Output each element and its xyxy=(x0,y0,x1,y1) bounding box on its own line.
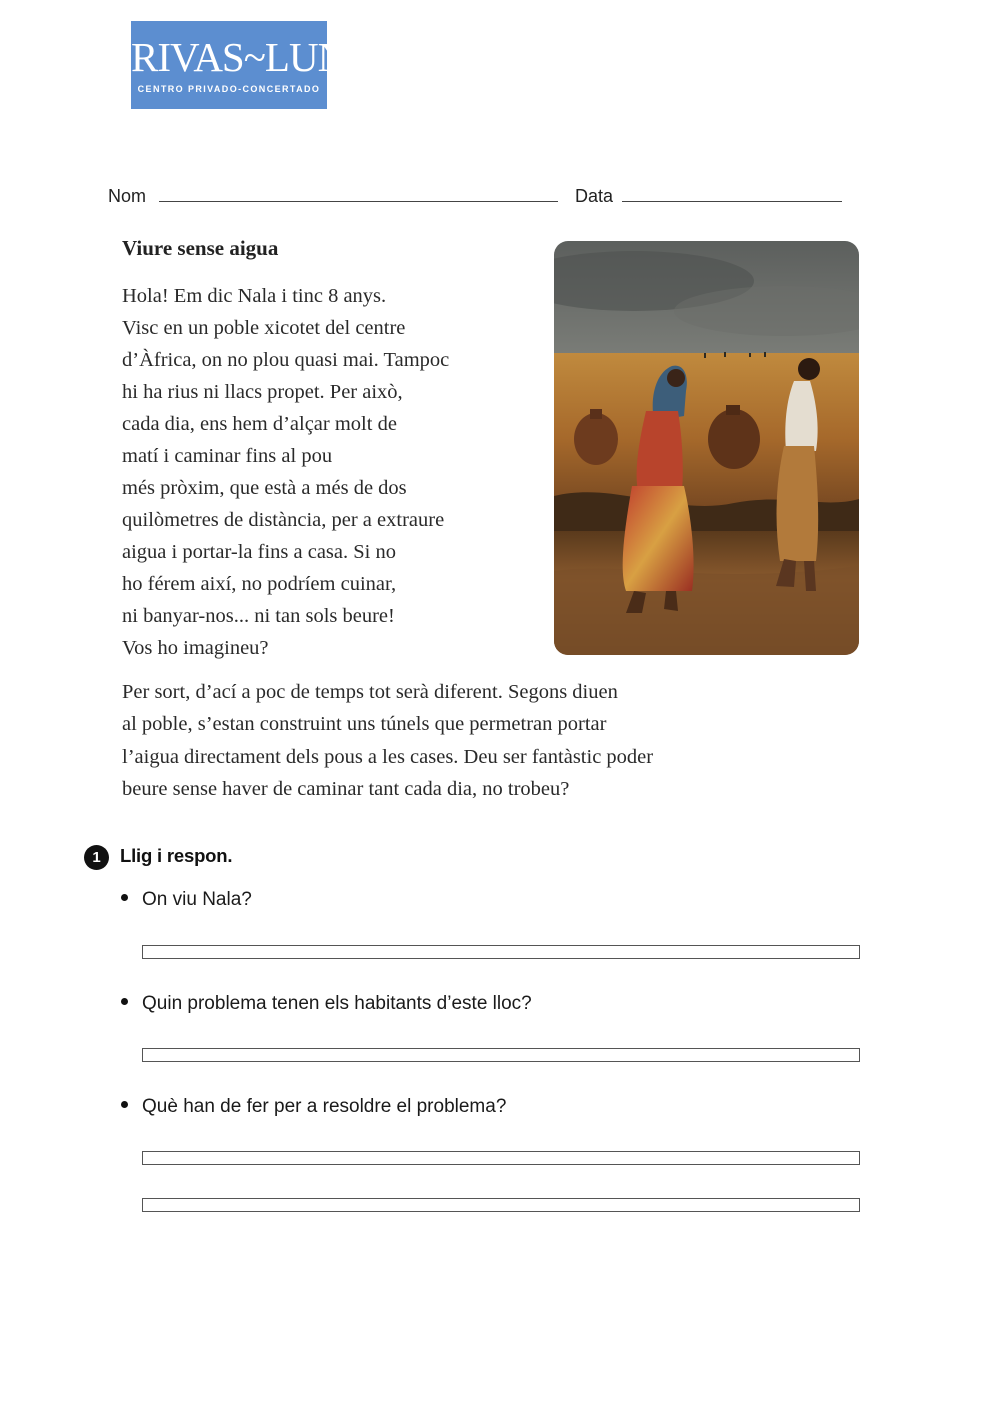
question-2 xyxy=(120,993,532,1015)
question-text: Què han de fer per a resoldre el problema? xyxy=(142,1096,507,1117)
story-line: l’aigua directament dels pous a les cases. Deu ser fantàstic poder xyxy=(122,745,654,768)
name-label: Nom xyxy=(108,186,147,206)
story-line: al poble, s’estan construint uns túnels que permetran portar xyxy=(122,713,607,736)
answer-field-2[interactable] xyxy=(142,1048,860,1062)
logo-name: RIVAS~LUNA xyxy=(131,34,375,80)
story-line: ho férem així, no podríem cuinar, xyxy=(122,573,397,595)
question-text: On viu Nala? xyxy=(142,889,252,910)
story-line: Vos ho imagineu? xyxy=(122,637,269,659)
story-line: Visc en un poble xicotet del centre xyxy=(122,317,406,339)
bullet-icon xyxy=(121,1101,128,1108)
story-line: matí i caminar fins al pou xyxy=(122,445,333,467)
exercise-title xyxy=(120,845,232,867)
story-line: aigua i portar-la fins a casa. Si no xyxy=(122,541,396,563)
answer-field-1[interactable] xyxy=(142,945,860,959)
school-logo xyxy=(131,21,375,109)
date-field[interactable] xyxy=(622,201,842,202)
date-label: Data xyxy=(575,186,614,206)
bullet-icon xyxy=(121,998,128,1005)
name-field[interactable] xyxy=(159,201,558,202)
story-line: Hola! Em dic Nala i tinc 8 anys. xyxy=(122,285,387,307)
logo-subtitle: CENTRO PRIVADO-CONCERTADO xyxy=(137,84,321,94)
answer-field-3a[interactable] xyxy=(142,1151,860,1165)
story-line: Per sort, d’ací a poc de temps tot serà diferent. Segons diuen xyxy=(122,681,618,703)
answer-field-3b[interactable] xyxy=(142,1198,860,1212)
story-line: quilòmetres de distància, per a extraure xyxy=(122,509,445,531)
story-paragraph-2 xyxy=(122,676,822,805)
reading-title: Viure sense aigua xyxy=(122,236,279,260)
women-carrying-water-photo xyxy=(554,241,859,655)
story-line: d’Àfrica, on no plou quasi mai. Tampoc xyxy=(122,349,450,371)
bullet-icon xyxy=(121,894,128,901)
story-line: hi ha rius ni llacs propet. Per això, xyxy=(122,381,403,403)
question-3 xyxy=(120,1096,506,1118)
question-1 xyxy=(120,889,252,911)
story-line: ni banyar-nos... ni tan sols beure! xyxy=(122,605,395,627)
story-line: beure sense haver de caminar tant cada dia, no trobeu? xyxy=(122,777,570,800)
story-paragraph-1 xyxy=(122,280,532,664)
story-line: més pròxim, que està a més de dos xyxy=(122,477,407,499)
exercise-title-text: Llig i respon. xyxy=(120,845,233,866)
story-line: cada dia, ens hem d’alçar molt de xyxy=(122,413,397,435)
question-text: Quin problema tenen els habitants d’este lloc? xyxy=(142,993,532,1014)
exercise-number-badge: 1 xyxy=(84,845,109,870)
